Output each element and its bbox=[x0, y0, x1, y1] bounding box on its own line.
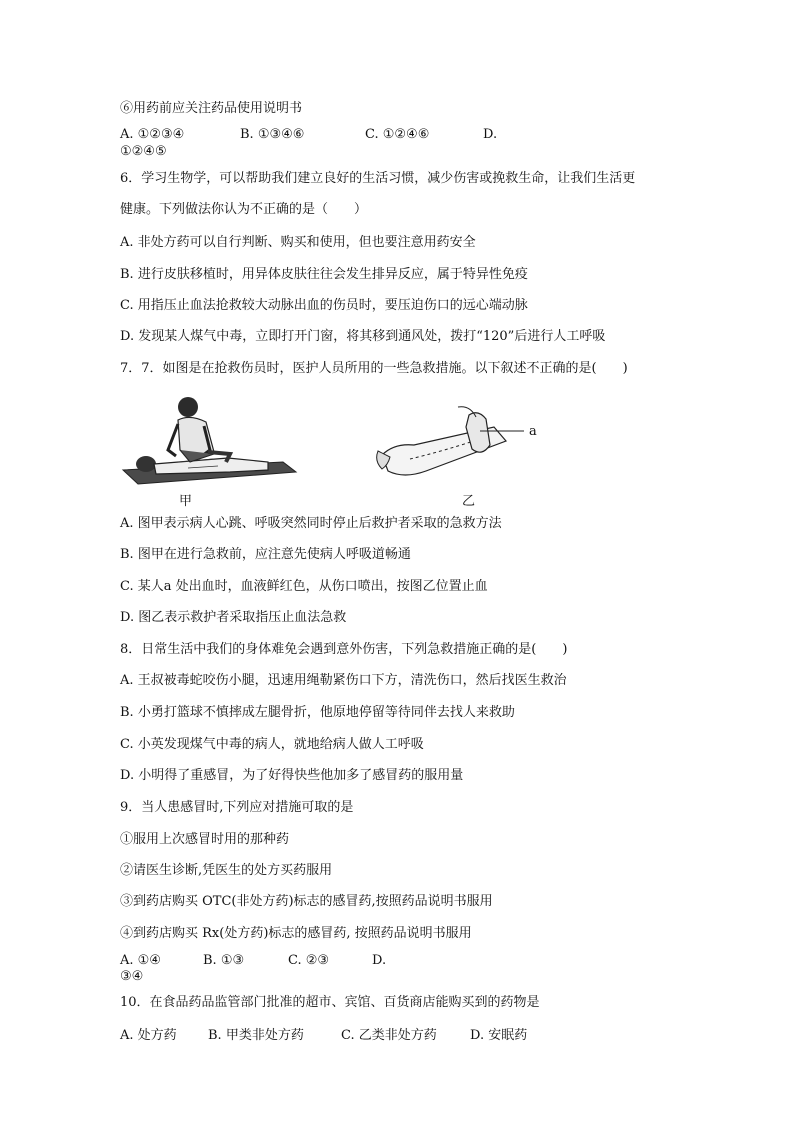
q10-stem: 10．在食品药品监管部门批准的超市、宾馆、百货商店能购买到的药物是 bbox=[120, 995, 540, 1010]
q10-option-c: C. 乙类非处方药 bbox=[341, 1028, 437, 1043]
q8-option-b: B. 小勇打篮球不慎摔成左腿骨折，他原地停留等待同伴去找人来救助 bbox=[120, 705, 515, 720]
q5-item-6: ⑥用药前应关注药品使用说明书 bbox=[120, 101, 303, 116]
pressure-point-figure bbox=[374, 405, 544, 500]
q9-option-a: A. ①④ bbox=[120, 953, 161, 968]
q10-option-a: A. 处方药 bbox=[120, 1028, 177, 1043]
q9-option-c: C. ②③ bbox=[288, 953, 330, 968]
q9-option-d: D. bbox=[372, 953, 387, 968]
q9-stem: 9．当人患感冒时,下列应对措施可取的是 bbox=[120, 800, 354, 815]
figure-label-a: a bbox=[529, 424, 537, 439]
q8-option-a: A. 王叔被毒蛇咬伤小腿，迅速用绳勒紧伤口下方，清洗伤口，然后找医生救治 bbox=[120, 673, 567, 688]
q10-option-d: D. 安眠药 bbox=[470, 1028, 528, 1043]
q7-option-d: D. 图乙表示救护者采取指压止血法急救 bbox=[120, 610, 347, 625]
q8-option-c: C. 小英发现煤气中毒的病人，就地给病人做人工呼吸 bbox=[120, 737, 424, 752]
q6-option-c: C. 用指压止血法抢救较大动脉出血的伤员时，要压迫伤口的远心端动脉 bbox=[120, 298, 528, 313]
q9-item-1: ①服用上次感冒时用的那种药 bbox=[120, 832, 290, 847]
q9-option-b: B. ①③ bbox=[203, 953, 245, 968]
q9-option-d-cont: ③④ bbox=[120, 969, 144, 984]
q6-option-b: B. 进行皮肤移植时，用异体皮肤往往会发生排异反应，属于特异性免疫 bbox=[120, 267, 528, 282]
q10-option-b: B. 甲类非处方药 bbox=[208, 1028, 304, 1043]
q5-option-d: D. bbox=[483, 127, 498, 142]
q6-option-d: D. 发现某人煤气中毒，立即打开门窗，将其移到通风处，拨打“120”后进行人工呼吸 bbox=[120, 329, 606, 344]
q9-item-4: ④到药店购买 Rx(处方药)标志的感冒药, 按照药品说明书服用 bbox=[120, 926, 472, 941]
q8-option-d: D. 小明得了重感冒，为了好得快些他加多了感冒药的服用量 bbox=[120, 768, 464, 783]
q6-stem-line1: 6．学习生物学，可以帮助我们建立良好的生活习惯，减少伤害或挽救生命，让我们生活更 bbox=[120, 171, 636, 186]
cpr-figure bbox=[118, 392, 303, 502]
q5-option-c: C. ①②④⑥ bbox=[365, 127, 430, 142]
q9-item-2: ②请医生诊断,凭医生的处方买药服用 bbox=[120, 863, 333, 878]
q5-option-b: B. ①③④⑥ bbox=[240, 127, 305, 142]
q7-stem: 7．7．如图是在抢救伤员时，医护人员所用的一些急救措施。以下叙述不正确的是( ) bbox=[120, 361, 628, 376]
q7-option-c: C. 某人a 处出血时，血液鲜红色，从伤口喷出，按图乙位置止血 bbox=[120, 579, 488, 594]
figure-label-yi: 乙 bbox=[462, 494, 476, 509]
q5-option-a: A. ①②③④ bbox=[120, 127, 185, 142]
q5-option-d-cont: ①②④⑤ bbox=[120, 144, 167, 159]
q6-stem-line2: 健康。下列做法你认为不正确的是（ ） bbox=[120, 202, 368, 217]
q7-option-a: A. 图甲表示病人心跳、呼吸突然同时停止后救护者采取的急救方法 bbox=[120, 516, 502, 531]
q9-item-3: ③到药店购买 OTC(非处方药)标志的感冒药,按照药品说明书服用 bbox=[120, 894, 493, 909]
q7-option-b: B. 图甲在进行急救前，应注意先使病人呼吸道畅通 bbox=[120, 547, 411, 562]
figure-label-jia: 甲 bbox=[179, 494, 193, 509]
q6-option-a: A. 非处方药可以自行判断、购买和使用，但也要注意用药安全 bbox=[120, 235, 476, 250]
q8-stem: 8．日常生活中我们的身体难免会遇到意外伤害，下列急救措施正确的是( ) bbox=[120, 642, 568, 657]
